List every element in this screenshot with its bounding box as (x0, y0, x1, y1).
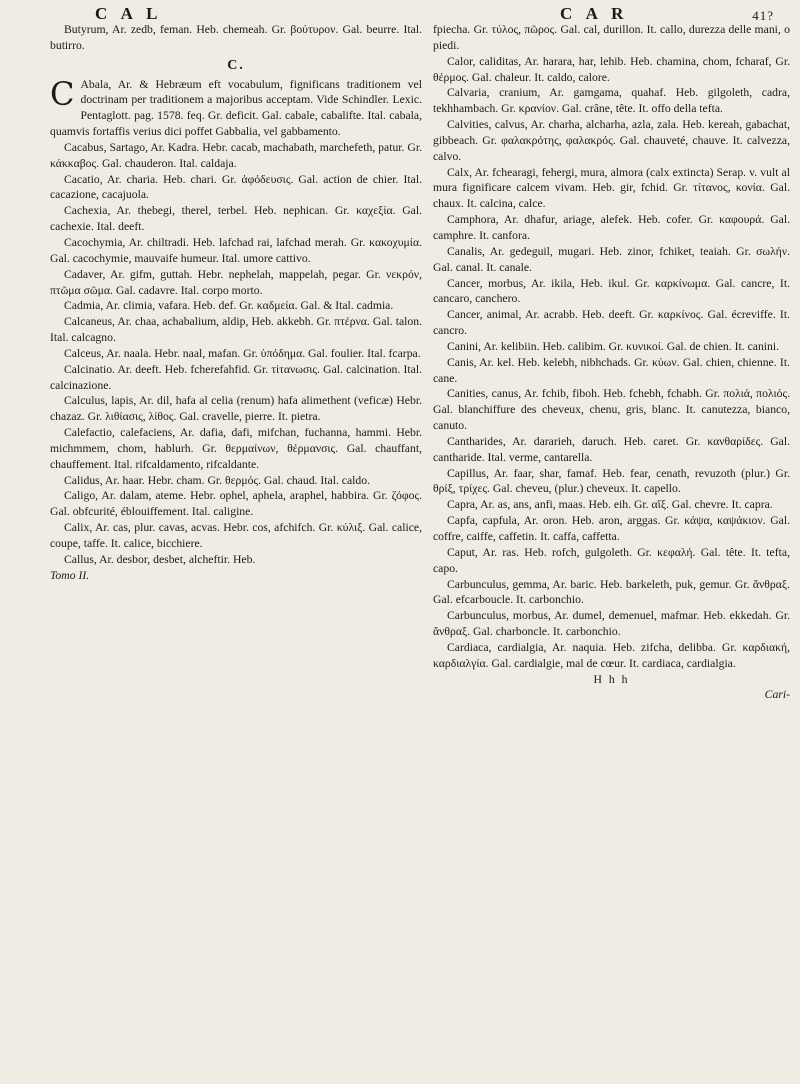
drop-capital: C (50, 74, 75, 113)
entry-calceus: Calceus, Ar. naala. Hebr. naal, mafan. Gr. ὑπόδημα. Gal. foulier. Ital. fcarpa. (64, 346, 421, 360)
entry-canities: Canities, canus, Ar. fchib, fiboh. Heb. fchebh, fchabh. Gr. πολιά, πολιός. Gal. blanchiffure des cheveux, chenu, gris, blanc. It. canutezza, bianco, canuto. (433, 387, 790, 433)
entry-calcaneus: Calcaneus, Ar. chaa, achabalium, aldip, Heb. akkebh. Gr. πτέρνα. Gal. talon. Ital. calcagno. (50, 315, 422, 345)
entry-capsa: Capfa, capfula, Ar. oron. Heb. aron, arggas. Gr. κάψα, καψάκιον. Gal. coffre, caiffe, caffetin. It. caffa, caffetta. (433, 514, 790, 543)
entry-capillus: Capillus, Ar. faar, shar, famaf. Heb. fear, cenath, revuzoth (plur.) Gr. θρίξ, τρίχες. Gal. cheveu, (plur.) cheveux. It. capello. (433, 466, 790, 496)
entry-cancer-animal: Cancer, animal, Ar. acrabb. Heb. deeft. Gr. καρκίνος. Gal. écreviffe. It. cancro. (433, 308, 790, 338)
entry-cancer-morbus: Cancer, morbus, Ar. ikila, Heb. ikul. Gr. καρκίνωμα. Gal. cancre, It. cancaro, canchero. (433, 276, 790, 306)
entry-cacochymia: Cacochymia, Ar. chiltradi. Heb. lafchad rai, lafchad merah. Gr. κακοχυμία. Gal. cacochymie, mauvaife humeur. Ital. umore cattivo. (50, 235, 422, 265)
entry-capra: Capra, Ar. as, ans, anfi, maas. Heb. eih. Gr. αἴξ. Gal. chevre. It. capra. (447, 498, 773, 512)
entry-calculus: Calculus, lapis, Ar. dil, hafa al celia (renum) hafa alimethent (veficæ) Hebr. chazaz. Gr. λιθίασις, λίθος. Gal. cravelle, pierre. It. pietra. (50, 394, 422, 424)
entry-callus-continued: fpiecha. Gr. τύλος, πῶρος. Gal. cal, durillon. It. callo, durezza delle mani, o piedi. (433, 23, 790, 52)
entry-calvaria: Calvaria, cranium, Ar. gamgama, quahaf. Heb. gilgoleth, cadra, tekhhambach. Gr. κρανίον. Gal. crâne, tête. It. offo della tefta. (433, 86, 790, 116)
entry-cadaver: Cadaver, Ar. gifm, guttah. Hebr. nephelah, mappelah, pegar. Gr. νεκρόν, πτῶμα σῶμα. Gal. cadavre. Ital. corpo morto. (50, 267, 422, 297)
entry-caligo: Caligo, Ar. dalam, ateme. Hebr. ophel, aphela, araphel, habbira. Gr. ζόφος. Gal. obfcurité, éblouiffement. Ital. caligine. (50, 489, 422, 519)
entry-carbunculus-gemma: Carbunculus, gemma, Ar. baric. Heb. barkeleth, puk, gemur. Gr. ἄνθραξ. Gal. efcarboucle. It. carbonchio. (433, 577, 790, 607)
entry-callus: Callus, Ar. desbor, desbet, alcheftir. Heb. (64, 552, 256, 566)
entry-cachexia: Cachexia, Ar. thebegi, therel, terbel. Heb. nephican. Gr. καχεξία. Gal. cachexie. Ital. deeft. (50, 204, 422, 234)
entry-calx: Calx, Ar. fchearagi, fehergi, mura, almora (calx extincta) Serap. v. vult al mura fignificare calcem vivam. Heb. gir, fchid. Gr. τίτανος, κονία. Gal. chaux. It. calcina, calce. (433, 165, 790, 211)
entry-calor: Calor, caliditas, Ar. harara, har, lehib. Heb. chamina, chom, fcharaf, Gr. θέρμος. Gal. chaleur. It. caldo, calore. (433, 54, 790, 84)
volume-signature: Tomo II. (50, 568, 90, 582)
signature-mark: H h h (593, 672, 630, 686)
entry-calix: Calix, Ar. cas, plur. cavas, acvas. Hebr. cos, afchifch. Gr. κύλιξ. Gal. calice, coupe, taffe. It. calice, bicchiere. (50, 521, 422, 550)
entry-calvities: Calvities, calvus, Ar. charha, alcharha, azla, zala. Heb. kereah, gabachat, gibbeach. Gr. φαλακρότης, φαλακρός. Gal. chauveté, chauve. It. calvezza, calvo. (433, 118, 790, 163)
right-running-head: C A R (560, 4, 629, 23)
entry-cacabus: Cacabus, Sartago, Ar. Kadra. Hebr. cacab, machabath, marchefeth, patur. Gr. κάκκαβος. Gal. chauderon. Ital. caldaja. (50, 140, 422, 170)
entry-text: Abala, Ar. & Hebræum eft vocabulum, fignificans traditionem vel doctrinam per traditionem a majoribus acceptam. Vide Schindler. Lexic. Pentaglott. pag. 1578. feq. Gr. deficit. Gal. cabale, cabalifte. Ital. cabala, quamvis fortaffis verius dici poffet Gabbalia, vel gabbamento. (50, 77, 422, 139)
entry-canini: Canini, Ar. kelibiin. Heb. calibim. Gr. κυνικοί. Gal. de chien. It. canini. (447, 339, 780, 353)
entry-cardiaca: Cardiaca, cardialgia, Ar. naquia. Heb. zifcha, delibba. Gr. καρδιακή, καρδιαλγία. Gal. cardialgie, mal de cœur. It. cardiaca, cardialgia. (433, 640, 790, 670)
section-letter: C. (227, 57, 245, 73)
entry-cacatio: Cacatio, Ar. charia. Heb. chari. Gr. ἀφόδευσις. Gal. action de chier. Ital. cacazione, cacajuola. (50, 172, 422, 202)
entry-camphora: Camphora, Ar. dhafur, ariage, alefek. Heb. cofer. Gr. καφουρά. Gal. camphre. It. canfora. (433, 213, 790, 242)
entry-calcinatio: Calcinatio. Ar. deeft. Heb. fcherefahfid. Gr. τίτανωσις. Gal. calcination. Ital. calcinazione. (50, 362, 422, 392)
entry-canis: Canis, Ar. kel. Heb. kelebh, nibhchads. Gr. κύων. Gal. chien, chienne. It. cane. (433, 355, 790, 385)
entry-cabala (50, 74, 422, 140)
left-column (50, 22, 422, 584)
entry-calidus: Calidus, Ar. haar. Hebr. cham. Gr. θερμός. Gal. chaud. Ital. caldo. (64, 473, 371, 487)
catchword: Cari- (764, 688, 790, 702)
entry-carbunculus-morbus: Carbunculus, morbus, Ar. dumel, demenuel, mafmar. Heb. ekkedah. Gr. ἄνθραξ. Gal. charboncle. It. carbonchio. (433, 609, 790, 639)
entry-calefactio: Calefactio, calefaciens, Ar. dafia, dafi, mifchan, fuchanna, hammi. Hebr. michmmem, chom, hablurh. Gr. θερμαίνων, θέρμανσις. Gal. chauffant, chauffement. Ital. rifcaldamento, rifcaldante. (50, 426, 422, 471)
entry-caput: Caput, Ar. ras. Heb. rofch, gulgoleth. Gr. κεφαλή. Gal. tête. It. tefta, capo. (433, 545, 790, 575)
page-number: 41? (752, 8, 774, 23)
left-running-head: C A L (95, 4, 163, 23)
entry-cadmia: Cadmia, Ar. climia, vafara. Heb. def. Gr. καδμεία. Gal. & Ital. cadmia. (64, 299, 394, 313)
entry-canalis: Canalis, Ar. gedeguil, mugari. Heb. zinor, fchiket, teaiah. Gr. σωλήν. Gal. canal. It. canale. (433, 244, 790, 274)
entry-cantharides: Cantharides, Ar. dararieh, daruch. Heb. caret. Gr. κανθαρίδες. Gal. cantharide. Ital. verme, cantarella. (433, 434, 790, 464)
right-column (433, 22, 790, 703)
entry-butyrum: Butyrum, Ar. zedb, feman. Heb. chemeah. Gr. βούτυρον. Gal. beurre. Ital. butirro. (50, 23, 422, 52)
